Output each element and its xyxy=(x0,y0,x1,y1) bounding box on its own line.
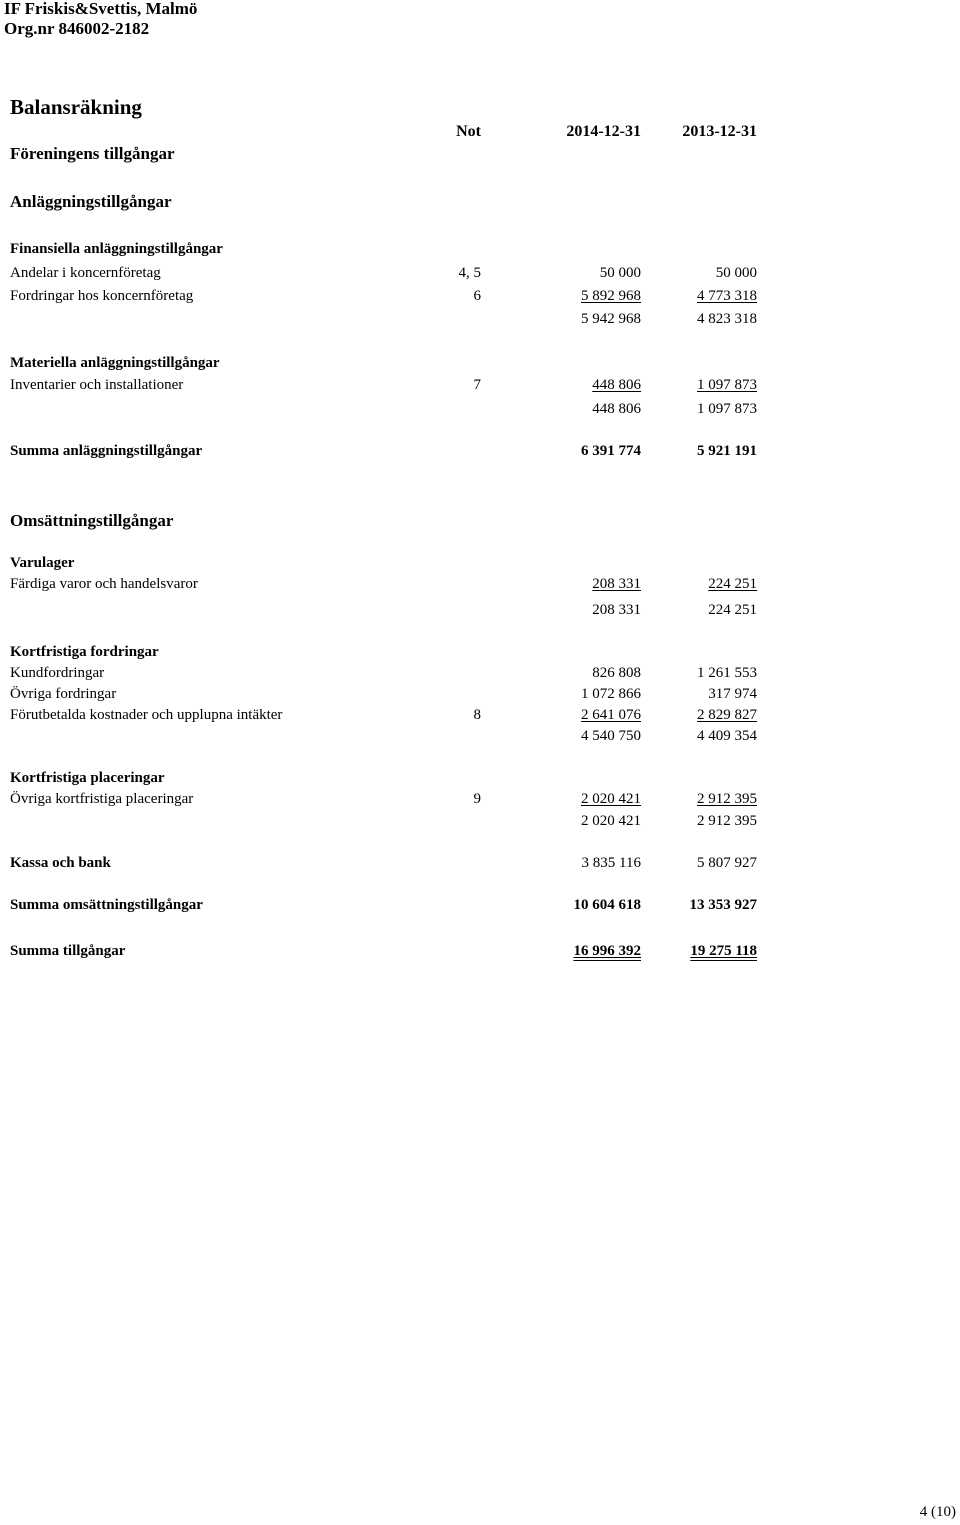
row-value-2014-fordringar-koncern: 5 892 968 xyxy=(581,288,641,304)
total-2013-omsattningstillgangar: 13 353 927 xyxy=(689,897,757,913)
row-note-inventarier: 7 xyxy=(473,377,481,393)
subtotal-2013-kortfristiga-fordringar: 4 409 354 xyxy=(697,728,757,744)
row-value-2013-inventarier: 1 097 873 xyxy=(697,377,757,393)
row-label-inventarier: Inventarier och installationer xyxy=(10,377,184,393)
organization-name: IF Friskis&Svettis, Malmö xyxy=(4,0,198,18)
row-value-2014-ovriga-placeringar: 2 020 421 xyxy=(581,791,641,807)
organization-number: Org.nr 846002-2182 xyxy=(4,19,150,38)
row-note-fordringar-koncern: 6 xyxy=(473,288,481,304)
row-label-forutbetalda: Förutbetalda kostnader och upplupna intäkter xyxy=(10,707,283,723)
total-2014-anlaggningstillgangar: 6 391 774 xyxy=(581,443,641,459)
subtotal-2013-kortfristiga-placeringar: 2 912 395 xyxy=(697,813,757,829)
row-value-2013-ovriga-placeringar: 2 912 395 xyxy=(697,791,757,807)
subsection-heading-finansiella: Finansiella anläggningstillgångar xyxy=(10,241,223,257)
subsection-heading-kortfristiga-fordringar: Kortfristiga fordringar xyxy=(10,644,159,660)
row-value-2013-fordringar-koncern: 4 773 318 xyxy=(697,288,757,304)
subtotal-2013-finansiella: 4 823 318 xyxy=(697,311,757,327)
page-number: 4 (10) xyxy=(919,1504,956,1520)
subsection-heading-kortfristiga-placeringar: Kortfristiga placeringar xyxy=(10,770,165,786)
page-title: Balansräkning xyxy=(10,95,142,119)
subtotal-2014-varulager: 208 331 xyxy=(592,602,641,618)
subtotal-2014-kortfristiga-fordringar: 4 540 750 xyxy=(581,728,641,744)
row-label-kundfordringar: Kundfordringar xyxy=(10,665,105,681)
row-value-2014-forutbetalda: 2 641 076 xyxy=(581,707,641,723)
subsection-heading-varulager: Varulager xyxy=(10,555,75,571)
column-header-2013: 2013-12-31 xyxy=(682,123,757,140)
section-heading-anlaggningstillgangar: Anläggningstillgångar xyxy=(10,192,172,211)
row-note-andelar: 4, 5 xyxy=(458,265,481,281)
row-label-andelar: Andelar i koncernföretag xyxy=(10,265,161,281)
subtotal-2014-materiella: 448 806 xyxy=(592,401,641,417)
row-value-2013-andelar: 50 000 xyxy=(715,265,757,281)
subtotal-2014-kortfristiga-placeringar: 2 020 421 xyxy=(581,813,641,829)
total-2014-omsattningstillgangar: 10 604 618 xyxy=(573,897,641,913)
row-label-fordringar-koncern: Fordringar hos koncernföretag xyxy=(10,288,194,304)
row-label-kassa-och-bank: Kassa och bank xyxy=(10,855,111,871)
row-value-2014-ovriga-fordringar: 1 072 866 xyxy=(581,686,641,702)
subtotal-2014-finansiella: 5 942 968 xyxy=(581,311,641,327)
row-value-2013-forutbetalda: 2 829 827 xyxy=(697,707,757,723)
row-value-2014-andelar: 50 000 xyxy=(599,265,641,281)
column-header-note: Not xyxy=(456,123,481,140)
row-label-ovriga-fordringar: Övriga fordringar xyxy=(10,686,117,702)
subsection-heading-materiella: Materiella anläggningstillgångar xyxy=(10,355,220,371)
row-label-summa-anlaggningstillgangar: Summa anläggningstillgångar xyxy=(10,443,203,459)
row-label-fardiga-varor: Färdiga varor och handelsvaror xyxy=(10,576,198,592)
section-heading-omsattningstillgangar: Omsättningstillgångar xyxy=(10,511,174,530)
grand-total-2013: 19 275 118 xyxy=(690,943,757,959)
grand-total-2014: 16 996 392 xyxy=(573,943,641,959)
row-note-ovriga-placeringar: 9 xyxy=(473,791,481,807)
row-label-summa-omsattningstillgangar: Summa omsättningstillgångar xyxy=(10,897,203,913)
row-label-ovriga-placeringar: Övriga kortfristiga placeringar xyxy=(10,791,194,807)
subtotal-2013-varulager: 224 251 xyxy=(708,602,757,618)
row-value-2014-kundfordringar: 826 808 xyxy=(592,665,641,681)
page-subtitle: Föreningens tillgångar xyxy=(10,144,175,163)
row-value-2014-kassa-och-bank: 3 835 116 xyxy=(581,855,641,871)
row-value-2014-fardiga-varor: 208 331 xyxy=(592,576,641,592)
row-value-2013-fardiga-varor: 224 251 xyxy=(708,576,757,592)
row-value-2013-kassa-och-bank: 5 807 927 xyxy=(697,855,757,871)
row-value-2013-ovriga-fordringar: 317 974 xyxy=(708,686,757,702)
row-value-2013-kundfordringar: 1 261 553 xyxy=(697,665,757,681)
column-header-2014: 2014-12-31 xyxy=(566,123,641,140)
row-note-forutbetalda: 8 xyxy=(473,707,481,723)
subtotal-2013-materiella: 1 097 873 xyxy=(697,401,757,417)
row-label-summa-tillgangar: Summa tillgångar xyxy=(10,943,126,959)
total-2013-anlaggningstillgangar: 5 921 191 xyxy=(697,443,757,459)
row-value-2014-inventarier: 448 806 xyxy=(592,377,641,393)
